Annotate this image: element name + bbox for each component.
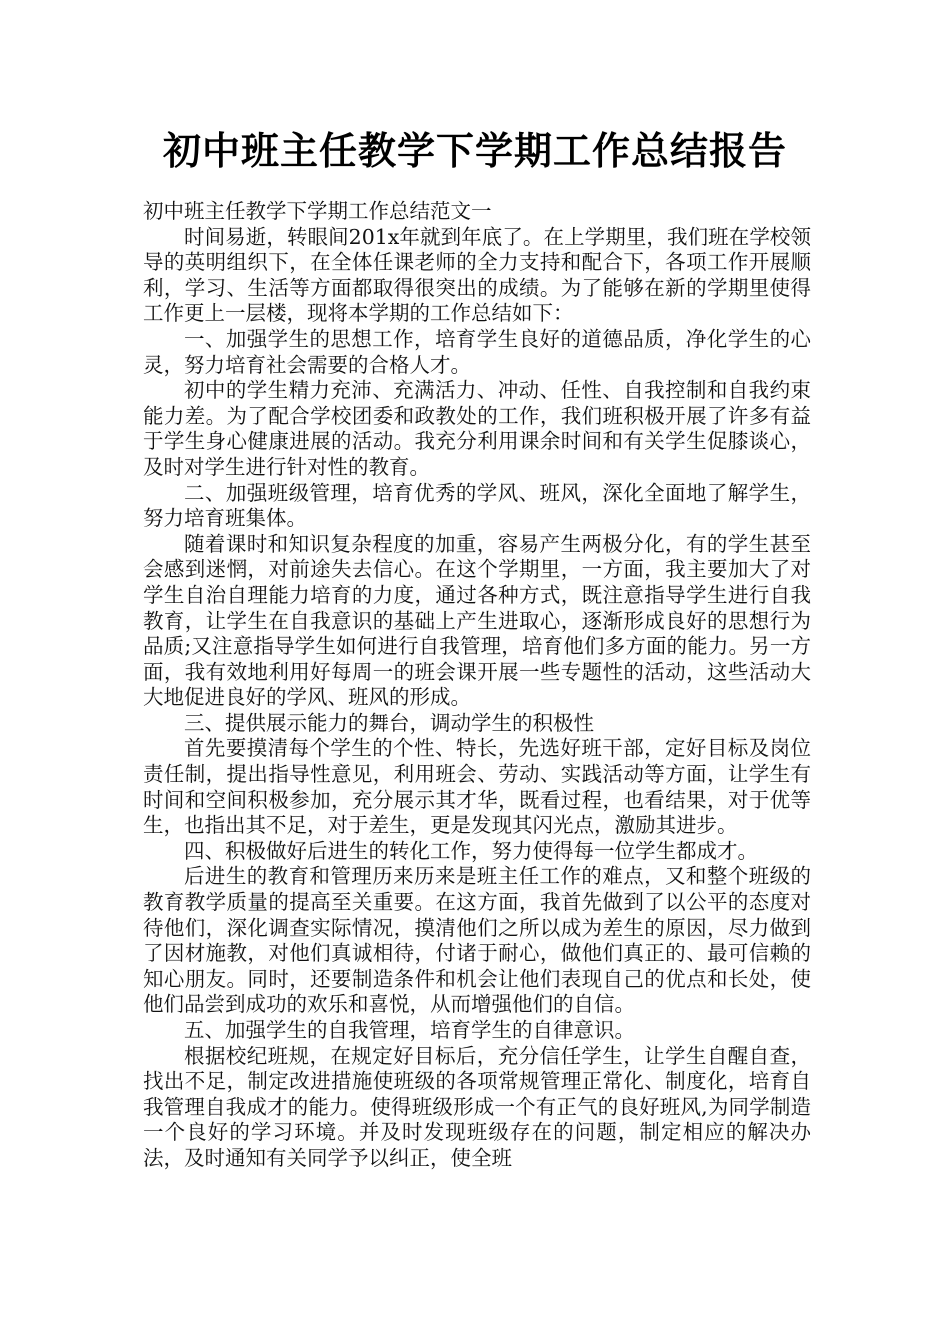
document-body <box>143 199 811 1172</box>
paragraph: 后进生的教育和管理历来历来是班主任工作的难点，又和整个班级的教育教学质量的提高至关重要。在这方面，我首先做到了以公平的态度对待他们，深化调查实际情况，摸清他们之所以成为差生的原因，尽力做到了因材施教，对他们真诚相待，付诸于耐心，做他们真正的、最可信赖的知心朋友。同时，还要制造条件和机会让他们表现自己的优点和长处，使他们品尝到成功的欢乐和喜悦，从而增强他们的自信。 <box>143 864 811 1017</box>
paragraph-intro: 时间易逝，转眼间201x年就到年底了。在上学期里，我们班在学校领导的英明组织下，在全体任课老师的全力支持和配合下，各项工作开展顺利，学习、生活等方面都取得很突出的成绩。为了能够在新的学期里使得工作更上一层楼，现将本学期的工作总结如下： <box>143 224 811 326</box>
paragraph: 根据校纪班规，在规定好目标后，充分信任学生，让学生自醒自查，找出不足，制定改进措施使班级的各项常规管理正常化、制度化，培育自我管理自我成才的能力。使得班级形成一个有正气的良好班风,为同学制造一个良好的学习环境。并及时发现班级存在的问题，制定相应的解决办法，及时通知有关同学予以纠正，使全班 <box>143 1043 811 1170</box>
document-title: 初中班主任教学下学期工作总结报告 <box>162 129 787 173</box>
section-heading-5: 五、加强学生的自我管理，培育学生的自律意识。 <box>184 1018 635 1042</box>
section-heading-1: 一、加强学生的思想工作，培育学生良好的道德品质，净化学生的心灵，努力培育社会需要的合格人才。 <box>143 326 811 377</box>
paragraph: 随着课时和知识复杂程度的加重，容易产生两极分化，有的学生甚至会感到迷惘，对前途失去信心。在这个学期里，一方面，我主要加大了对学生自治自理能力培育的力度，通过各种方式，既注意指导学生进行自我教育，让学生在自我意识的基础上产生进取心，逐渐形成良好的思想行为品质;又注意指导学生如何进行自我管理，培育他们多方面的能力。另一方面，我有效地利用好每周一的班会课开展一些专题性的活动，这些活动大大地促进良好的学风、班风的形成。 <box>143 531 811 710</box>
section-heading-2: 二、加强班级管理，培育优秀的学风、班风，深化全面地了解学生，努力培育班集体。 <box>143 480 811 531</box>
paragraph: 初中的学生精力充沛、充满活力、冲动、任性、自我控制和自我约束能力差。为了配合学校团委和政教处的工作，我们班积极开展了许多有益于学生身心健康进展的活动。我充分利用课余时间和有关学生促膝谈心，及时对学生进行针对性的教育。 <box>143 378 811 479</box>
paragraph: 首先要摸清每个学生的个性、特长，先选好班干部，定好目标及岗位责任制，提出指导性意见，利用班会、劳动、实践活动等方面，让学生有时间和空间积极参加，充分展示其才华，既看过程，也看结果，对于优等生，也指出其不足，对于差生，更是发现其闪光点，激励其进步。 <box>143 736 811 838</box>
paragraph-subtitle: 初中班主任教学下学期工作总结范文一 <box>143 199 492 223</box>
section-heading-4: 四、积极做好后进生的转化工作，努力使得每一位学生都成才。 <box>184 838 758 863</box>
section-heading-3: 三、提供展示能力的舞台，调动学生的积极性 <box>184 710 594 735</box>
